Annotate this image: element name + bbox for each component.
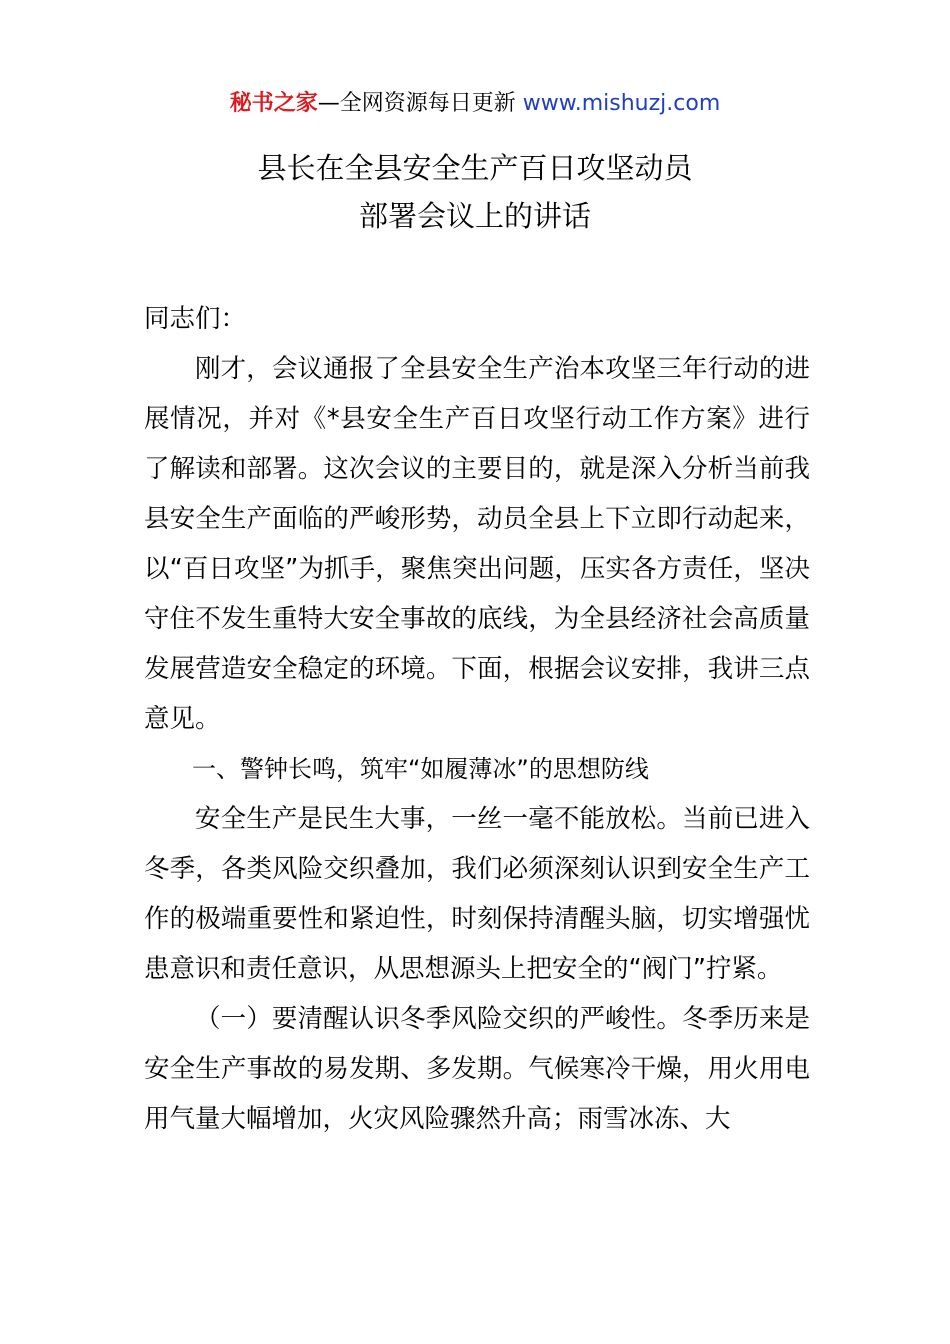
brand-name: 秘书之家 xyxy=(229,91,318,116)
header-tagline: —全网资源每日更新 xyxy=(317,91,516,116)
salutation: 同志们： xyxy=(144,304,247,334)
title-line-2: 部署会议上的讲话 xyxy=(358,199,591,233)
site-header xyxy=(0,86,950,122)
document-body xyxy=(144,294,810,1144)
title-line-1: 县长在全县安全生产百日攻坚动员 xyxy=(257,151,693,185)
paragraph-subsection1: （一）要清醒认识冬季风险交织的严峻性。冬季历来是安全生产事故的易发期、多发期。气候寒冷干燥，用火用电用气量大幅增加，火灾风险骤然升高；雨雪冰冻、大 xyxy=(144,1004,810,1134)
site-url-link[interactable]: www.mishuzj.com xyxy=(522,91,721,116)
section-heading-1: 一、警钟长鸣，筑牢“如履薄冰”的思想防线 xyxy=(192,755,649,783)
paragraph-section1: 安全生产是民生大事，一丝一毫不能放松。当前已进入冬季，各类风险交织叠加，我们必须深刻认识到安全生产工作的极端重要性和紧迫性，时刻保持清醒头脑，切实增强忧患意识和责任意识，从思想源头上把安全的“阀门”拧紧。 xyxy=(144,804,810,984)
paragraph-intro: 刚才，会议通报了全县安全生产治本攻坚三年行动的进展情况，并对《*县安全生产百日攻坚行动工作方案》进行了解读和部署。这次会议的主要目的，就是深入分析当前我县安全生产面临的严峻形势，动员全县上下立即行动起来，以“百日攻坚”为抓手，聚焦突出问题，压实各方责任，坚决守住不发生重特大安全事故的底线，为全县经济社会高质量发展营造安全稳定的环境。下面，根据会议安排，我讲三点意见。 xyxy=(144,354,810,734)
document-title xyxy=(0,144,950,240)
